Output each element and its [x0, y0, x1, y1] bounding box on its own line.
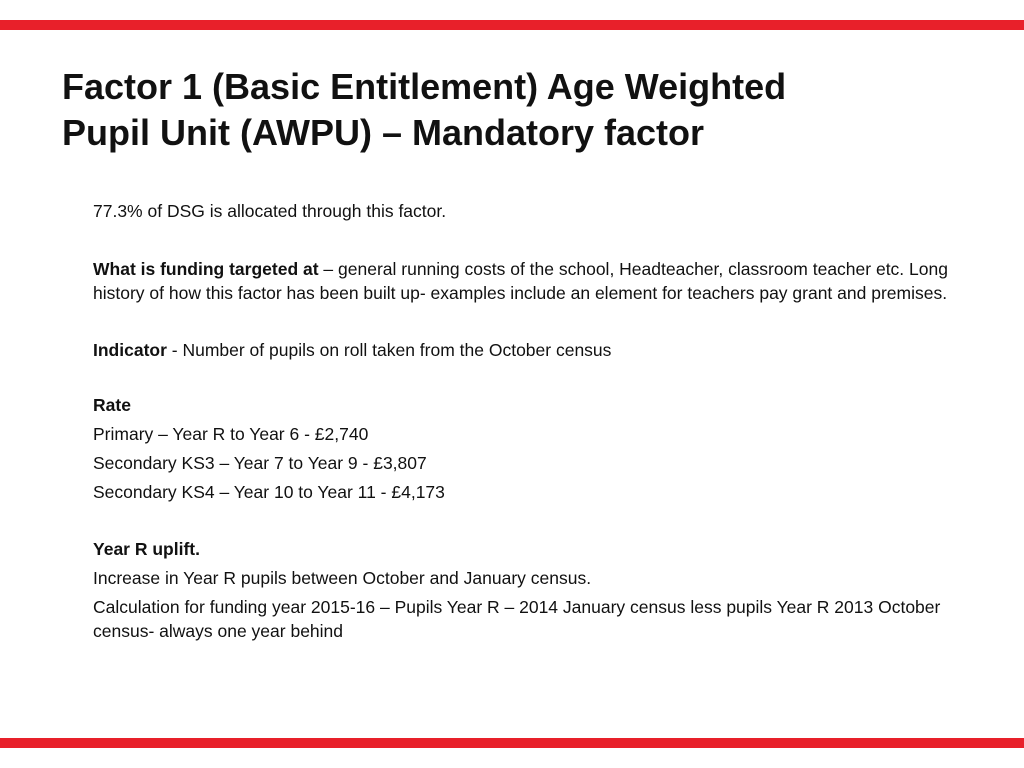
funding-target-paragraph: [93, 257, 953, 305]
intro-text: 77.3% of DSG is allocated through this factor.: [93, 201, 447, 221]
slide-title-line-1: Factor 1 (Basic Entitlement) Age Weighted: [62, 66, 787, 107]
indicator-label: Indicator: [93, 340, 167, 360]
uplift-heading: Year R uplift.: [93, 539, 200, 559]
uplift-line-1: Increase in Year R pupils between October and January census.: [93, 568, 592, 588]
rate-line-ks4: Secondary KS4 – Year 10 to Year 11 - £4,173: [93, 482, 445, 502]
slide-title: [62, 64, 962, 156]
indicator-paragraph: [93, 338, 953, 362]
rate-line-ks3: Secondary KS3 – Year 7 to Year 9 - £3,807: [93, 453, 427, 473]
indicator-text: - Number of pupils on roll taken from the October census: [166, 340, 612, 360]
slide-body: [93, 199, 953, 643]
uplift-section: [93, 535, 953, 643]
bottom-accent-bar: [0, 738, 1024, 748]
top-accent-bar: [0, 20, 1024, 30]
rate-section: [93, 391, 953, 507]
slide-title-line-2: Pupil Unit (AWPU) – Mandatory factor: [62, 112, 705, 153]
rate-heading: Rate: [93, 395, 131, 415]
funding-target-label: What is funding targeted at: [93, 259, 319, 279]
rate-line-primary: Primary – Year R to Year 6 - £2,740: [93, 424, 369, 444]
funding-target-text: – general running costs of the school, Headteacher, classroom teacher etc. Long history of how this factor has been built up- examples include an element for teachers pay grant and premises.: [93, 259, 948, 303]
uplift-line-2: Calculation for funding year 2015-16 – Pupils Year R – 2014 January census less pupils Year R 2013 October census- always one year behind: [93, 597, 941, 641]
